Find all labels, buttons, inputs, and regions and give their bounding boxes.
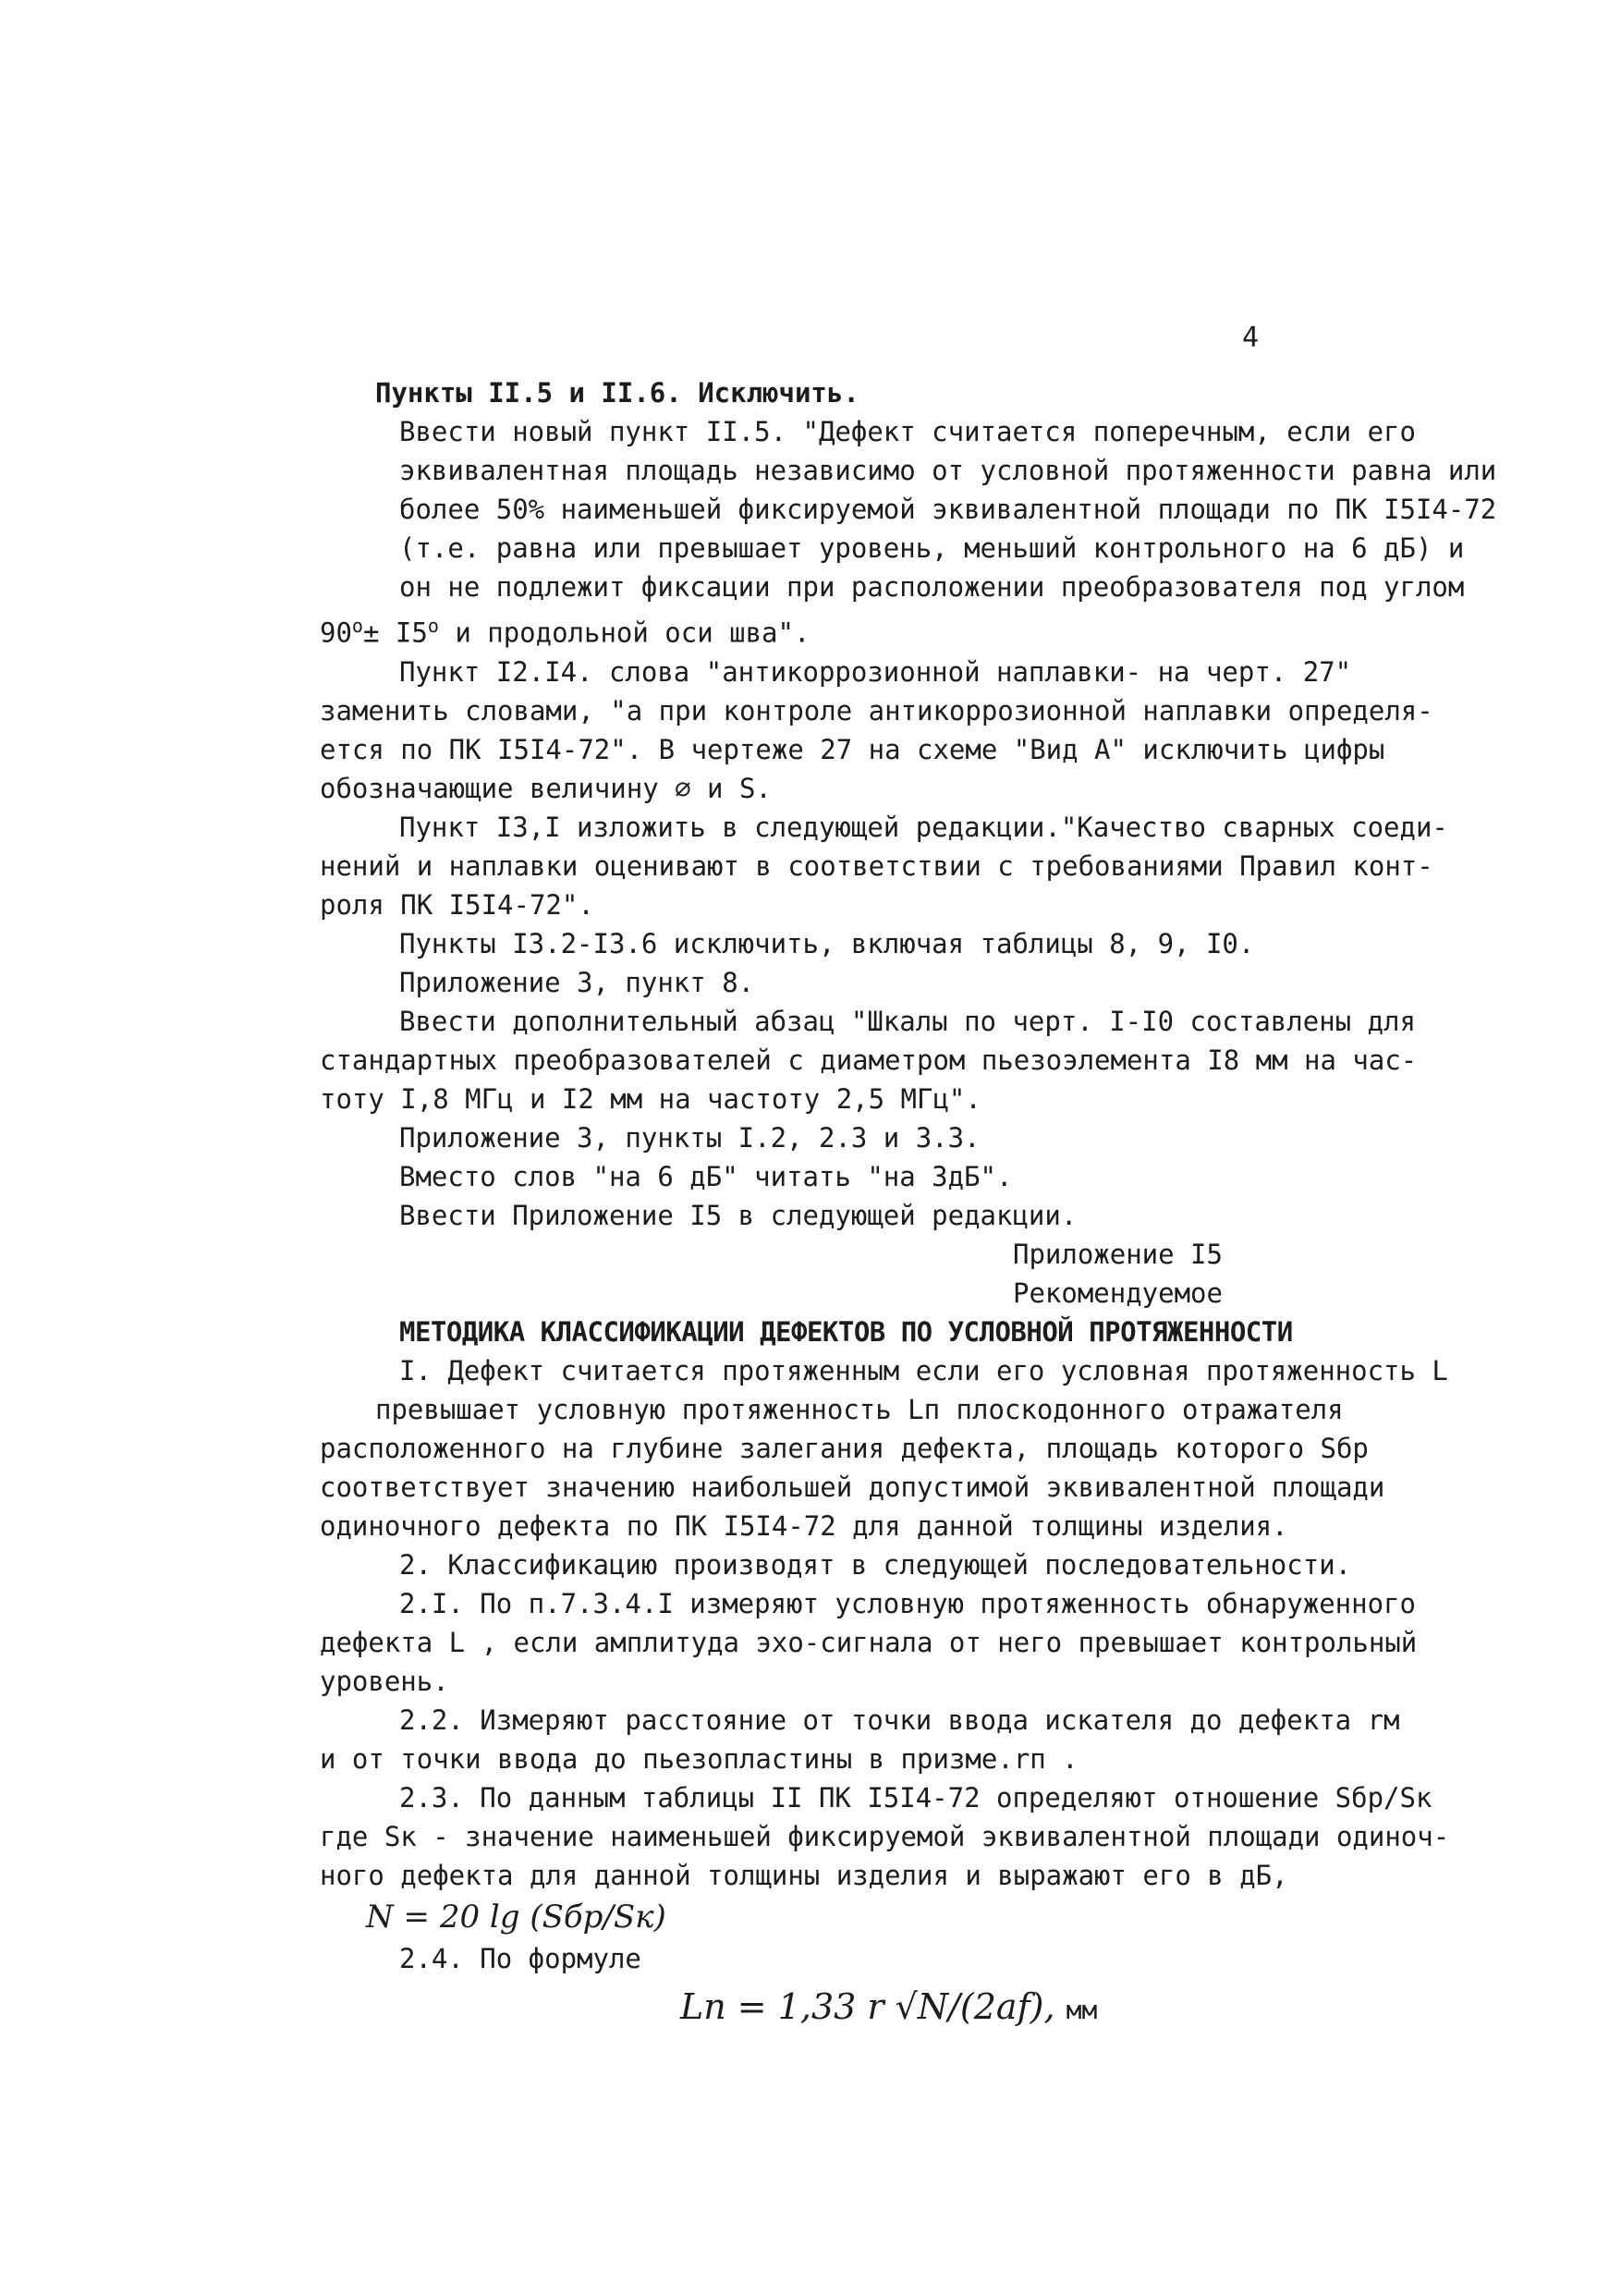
paragraph-exclude-items: Пункты II.5 и II.6. Исключить. — [375, 377, 859, 409]
paragraph-method-2-3: 2.3. По данным таблицы II ПК I5I4-72 определяют отношение Sбр/Sк где Sк - значение наименьшей фиксируемой эквивалентной площади одиноч- ного дефекта для данной толщины изделия и выражают его в дБ, — [320, 1781, 1450, 1891]
paragraph-method-2-2: 2.2. Измеряют расстояние от точки ввода искателя до дефекта rм и от точки ввода до пьезопластины в призме.rп . — [320, 1704, 1400, 1775]
formula-ln-unit: мм — [1066, 1994, 1098, 2025]
method-heading: МЕТОДИКА КЛАССИФИКАЦИИ ДЕФЕКТОВ ПО УСЛОВНОЙ ПРОТЯЖЕННОСТИ — [399, 1315, 1293, 1348]
appendix-label: Приложение I5 — [1013, 1238, 1223, 1270]
paragraph-item-13-1: Пункт I3,I изложить в следующей редакции."Качество сварных соеди- нений и наплавки оценивают в соответствии с требованиями Правил конт- роля ПК I5I4-72". — [320, 811, 1448, 921]
paragraph-method-2-4: 2.4. По формуле — [399, 1942, 641, 1974]
paragraph-new-item-11-5: Ввести новый пункт II.5. "Дефект считается поперечным, если его эквивалентная площадь независимо от условной протяженности равна или более 50% наименьшей фиксируемой эквивалентной площади по ПК I5I4-72 (т.е. равна или превышает уровень, меньший контрольного на 6 дБ) и он не подлежит фиксации при расположении преобразователя под углом $90^o\pm I5^o$ и продольной оси шва". — [320, 412, 1410, 653]
paragraph-scales-note: Ввести дополнительный абзац "Шкалы по черт. I-I0 составлены для стандартных преобразователей с диаметром пьезоэлемента I8 мм на час- тоту I,8 МГц и I2 мм на частоту 2,5 МГц". — [320, 1005, 1418, 1115]
angle-line: $90^o\pm I5^o$ и продольной оси шва". — [320, 615, 810, 649]
paragraph-method-2: 2. Классификацию производят в следующей последовательности. — [399, 1548, 1352, 1581]
formula-n: N = 20 lg (Sбр/Sк) — [366, 1898, 666, 1936]
formula-ln — [680, 1987, 1410, 2030]
page-number: 4 — [1242, 322, 1260, 354]
appendix-status: Рекомендуемое — [1013, 1276, 1223, 1309]
paragraph-instead-of-words: Вместо слов "на 6 дБ" читать "на 3дБ". — [399, 1160, 1013, 1192]
paragraph-appendix-3-items: Приложение 3, пункты I.2, 2.3 и 3.3. — [399, 1121, 981, 1154]
formula-ln-expression: Lп = 1,33 r √N/(2af), — [680, 1985, 1055, 2027]
paragraph-introduce-appendix: Ввести Приложение I5 в следующей редакции. — [399, 1199, 1078, 1231]
paragraph-method-1: I. Дефект считается протяженным если его условная протяженность L превышает условную протяженность Lп плоскодонного отражателя расположенного на глубине залегания дефекта, площадь которого Sбр соответствует значению наибольшей допустимой эквивалентной площади одиночного дефекта по ПК I5I4-72 для данной толщины изделия. — [320, 1354, 1448, 1542]
paragraph-appendix-3-item-8: Приложение 3, пункт 8. — [399, 966, 755, 998]
paragraph-method-2-1: 2.I. По п.7.3.4.I измеряют условную протяженность обнаруженного дефекта L , если амплитуда эхо-сигнала от него превышает контрольный уровень. — [320, 1587, 1418, 1697]
paragraph-item-12-14: Пункт I2.I4. слова "антикоррозионной наплавки- на черт. 27" заменить словами, "а при контроле антикоррозионной наплавки определя- ется по ПК I5I4-72". В чертеже 27 на схеме "Вид А" исключить цифры обозначающие величину ∅ и S. — [320, 655, 1433, 804]
document-body — [320, 373, 1497, 2030]
paragraph-items-13-2-13-6: Пункты I3.2-I3.6 исключить, включая таблицы 8, 9, I0. — [399, 927, 1255, 959]
